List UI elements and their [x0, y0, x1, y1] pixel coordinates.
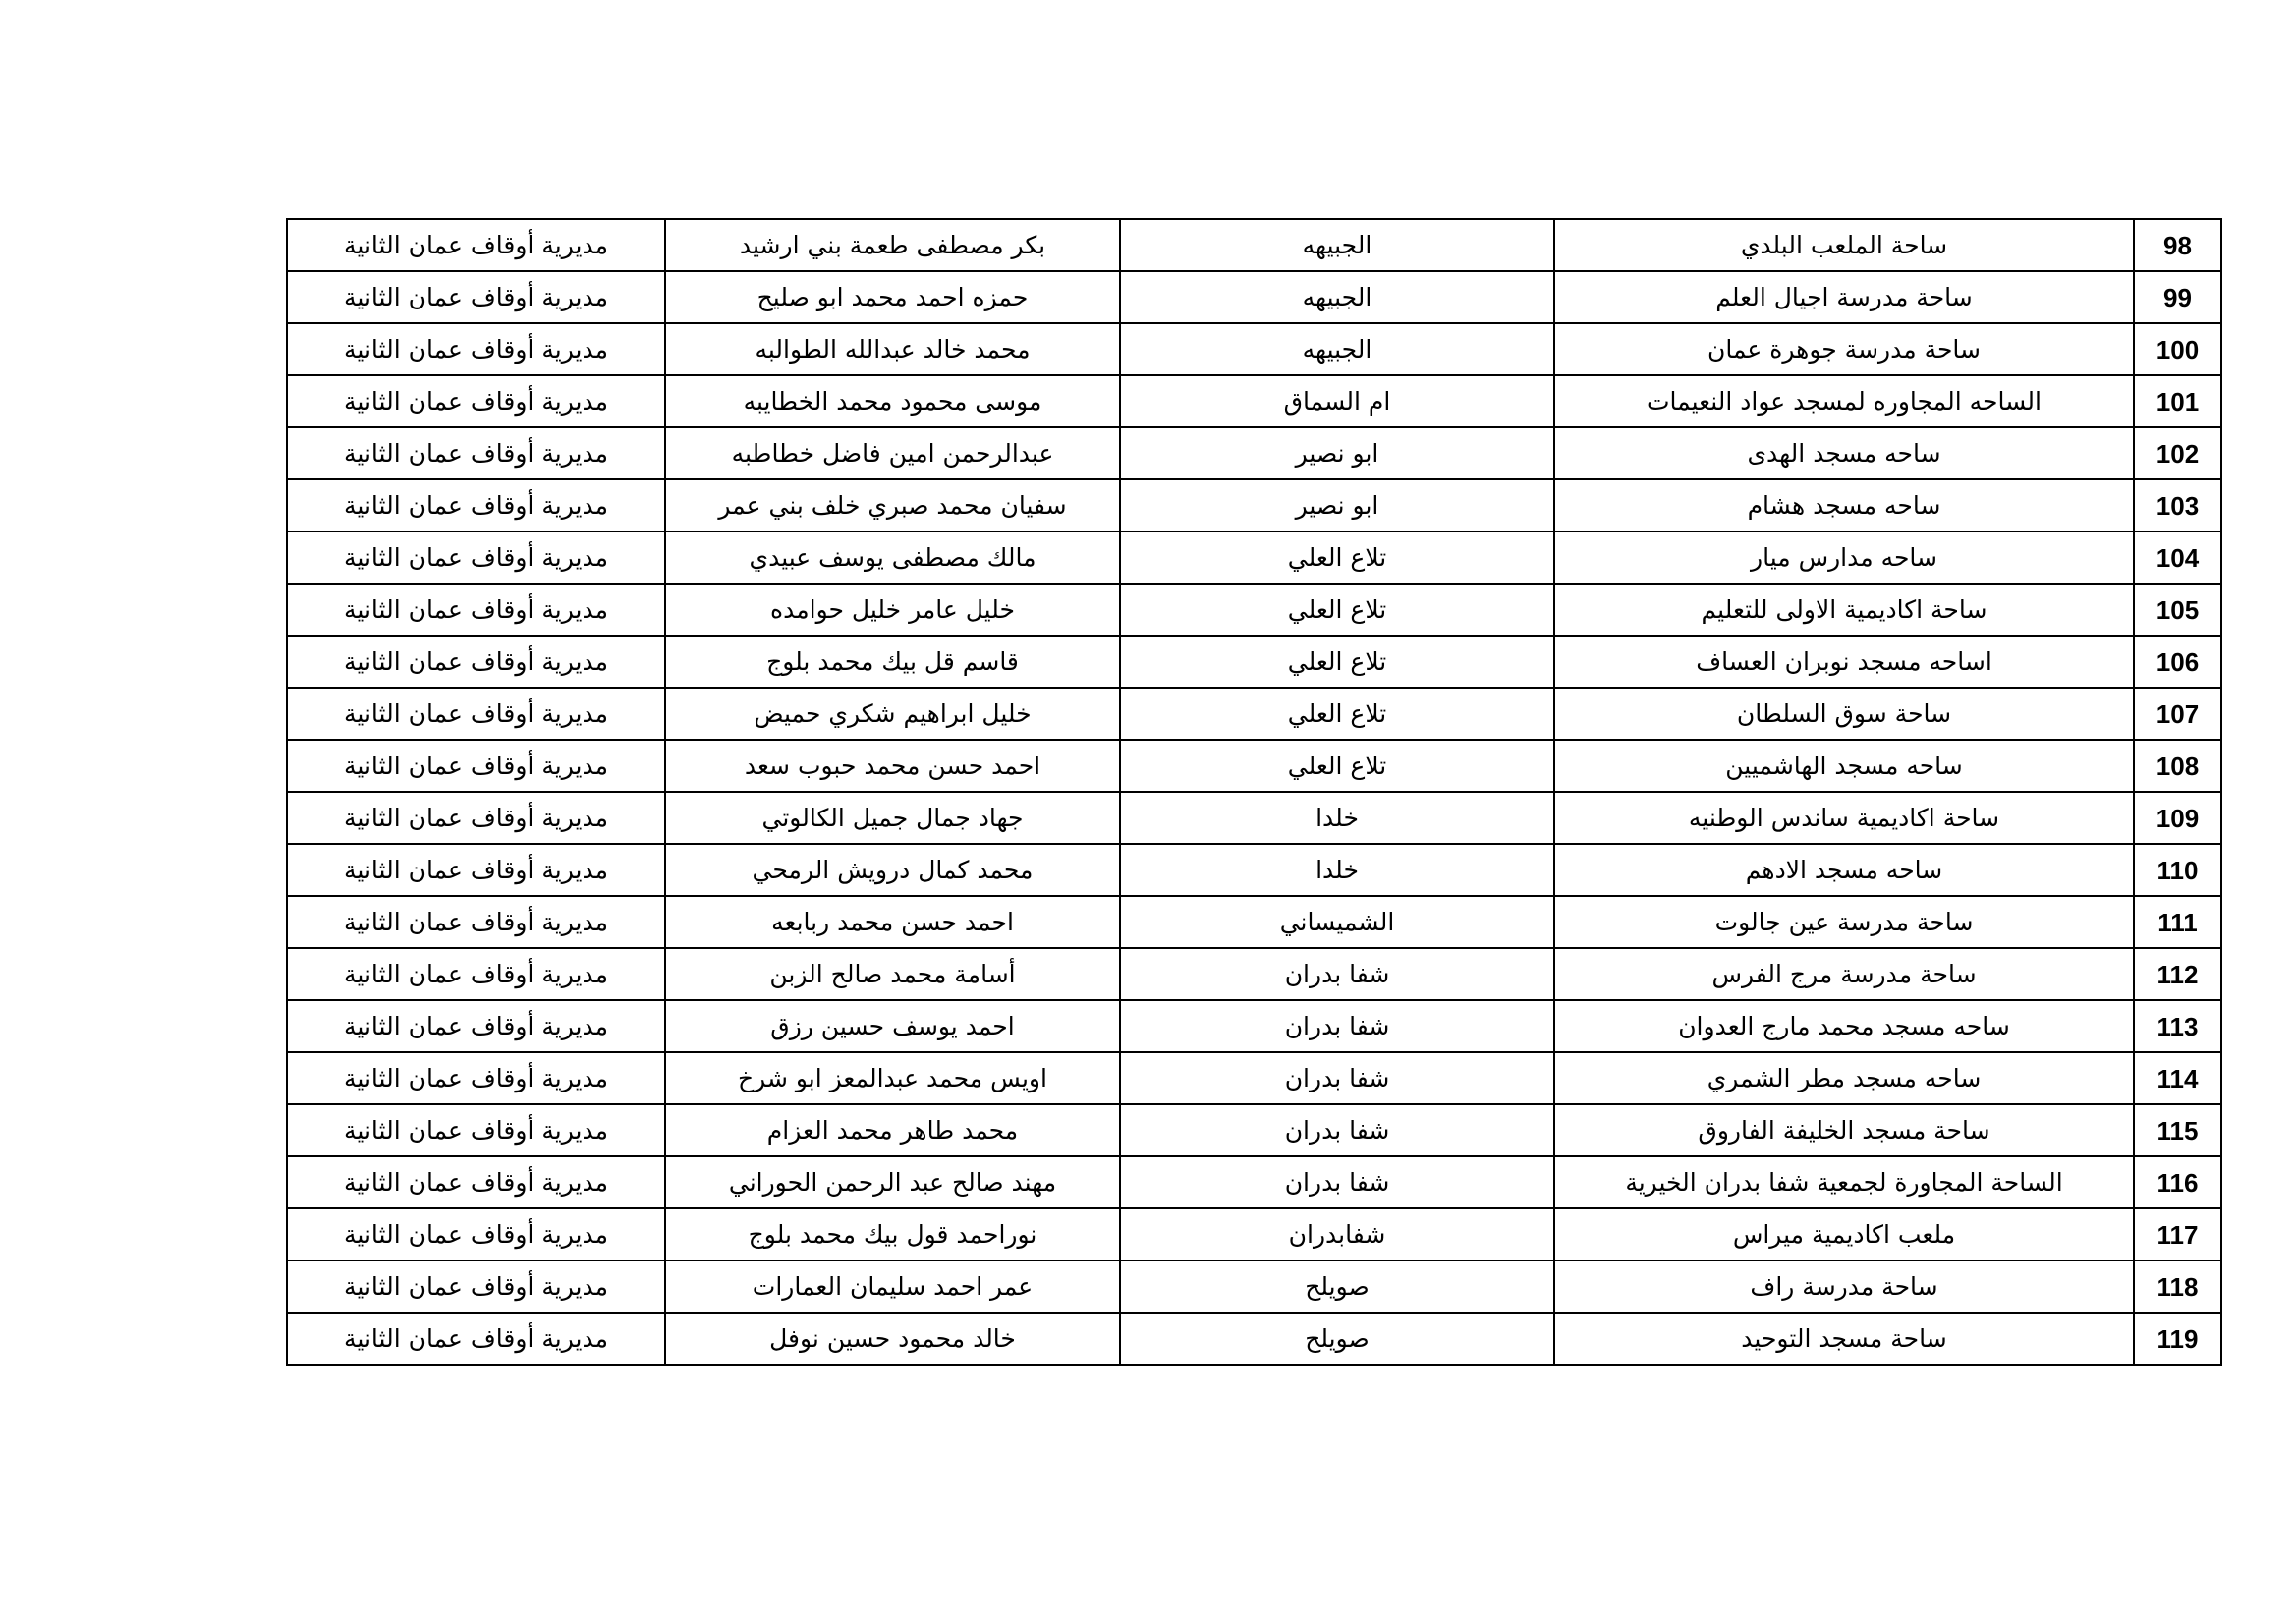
area-cell: خلدا — [1120, 792, 1554, 844]
location-cell: ساحة مدرسة مرج الفرس — [1554, 948, 2134, 1000]
location-cell: ساحه مدارس ميار — [1554, 532, 2134, 584]
person-name-cell: جهاد جمال جميل الكالوتي — [665, 792, 1120, 844]
area-cell: الجبيهه — [1120, 219, 1554, 271]
row-number-cell: 100 — [2134, 323, 2221, 375]
row-number-cell: 104 — [2134, 532, 2221, 584]
table-row — [287, 479, 2221, 532]
table-row — [287, 584, 2221, 636]
directorate-cell: مديرية أوقاف عمان الثانية — [287, 323, 665, 375]
row-number-cell: 115 — [2134, 1104, 2221, 1156]
location-cell: ساحه مسجد الهدى — [1554, 427, 2134, 479]
directorate-cell: مديرية أوقاف عمان الثانية — [287, 479, 665, 532]
location-cell: ساحة مدرسة جوهرة عمان — [1554, 323, 2134, 375]
person-name-cell: سفيان محمد صبري خلف بني عمر — [665, 479, 1120, 532]
row-number-cell: 118 — [2134, 1260, 2221, 1313]
location-cell: ساحة اكاديمية الاولى للتعليم — [1554, 584, 2134, 636]
area-cell: تلاع العلي — [1120, 532, 1554, 584]
area-cell: صويلح — [1120, 1313, 1554, 1365]
row-number-cell: 110 — [2134, 844, 2221, 896]
table-row — [287, 636, 2221, 688]
table-row — [287, 323, 2221, 375]
area-cell: شفا بدران — [1120, 948, 1554, 1000]
directorate-cell: مديرية أوقاف عمان الثانية — [287, 1313, 665, 1365]
table-row — [287, 427, 2221, 479]
directorate-cell: مديرية أوقاف عمان الثانية — [287, 1052, 665, 1104]
area-cell: تلاع العلي — [1120, 584, 1554, 636]
location-cell: ساحة مسجد الخليفة الفاروق — [1554, 1104, 2134, 1156]
row-number-cell: 112 — [2134, 948, 2221, 1000]
table-row — [287, 1260, 2221, 1313]
area-cell: ام السماق — [1120, 375, 1554, 427]
person-name-cell: بكر مصطفى طعمة بني ارشيد — [665, 219, 1120, 271]
table-row — [287, 740, 2221, 792]
area-cell: شفا بدران — [1120, 1000, 1554, 1052]
person-name-cell: محمد كمال درويش الرمحي — [665, 844, 1120, 896]
directorate-cell: مديرية أوقاف عمان الثانية — [287, 844, 665, 896]
directorate-cell: مديرية أوقاف عمان الثانية — [287, 896, 665, 948]
data-table — [286, 218, 2222, 1366]
directorate-cell: مديرية أوقاف عمان الثانية — [287, 688, 665, 740]
table-row — [287, 1156, 2221, 1208]
table-row — [287, 1052, 2221, 1104]
person-name-cell: قاسم قل بيك محمد بلوج — [665, 636, 1120, 688]
table-row — [287, 948, 2221, 1000]
person-name-cell: مالك مصطفى يوسف عبيدي — [665, 532, 1120, 584]
location-cell: ساحه مسجد الادهم — [1554, 844, 2134, 896]
person-name-cell: خليل ابراهيم شكري حميض — [665, 688, 1120, 740]
person-name-cell: حمزه احمد محمد ابو صليح — [665, 271, 1120, 323]
area-cell: ابو نصير — [1120, 479, 1554, 532]
directorate-cell: مديرية أوقاف عمان الثانية — [287, 532, 665, 584]
table-row — [287, 375, 2221, 427]
person-name-cell: محمد خالد عبدالله الطوالبه — [665, 323, 1120, 375]
area-cell: شفا بدران — [1120, 1052, 1554, 1104]
directorate-cell: مديرية أوقاف عمان الثانية — [287, 1156, 665, 1208]
location-cell: ساحة مسجد التوحيد — [1554, 1313, 2134, 1365]
table-row — [287, 896, 2221, 948]
row-number-cell: 114 — [2134, 1052, 2221, 1104]
area-cell: تلاع العلي — [1120, 636, 1554, 688]
person-name-cell: احمد حسن محمد ربابعه — [665, 896, 1120, 948]
directorate-cell: مديرية أوقاف عمان الثانية — [287, 792, 665, 844]
person-name-cell: محمد طاهر محمد العزام — [665, 1104, 1120, 1156]
person-name-cell: احمد يوسف حسين رزق — [665, 1000, 1120, 1052]
location-cell: ساحة سوق السلطان — [1554, 688, 2134, 740]
directorate-cell: مديرية أوقاف عمان الثانية — [287, 219, 665, 271]
area-cell: تلاع العلي — [1120, 740, 1554, 792]
row-number-cell: 109 — [2134, 792, 2221, 844]
table-row — [287, 1000, 2221, 1052]
area-cell: شفابدران — [1120, 1208, 1554, 1260]
person-name-cell: عبدالرحمن امين فاضل خطاطبه — [665, 427, 1120, 479]
person-name-cell: نوراحمد قول بيك محمد بلوج — [665, 1208, 1120, 1260]
directorate-cell: مديرية أوقاف عمان الثانية — [287, 636, 665, 688]
table-row — [287, 1208, 2221, 1260]
table-row — [287, 1313, 2221, 1365]
row-number-cell: 98 — [2134, 219, 2221, 271]
row-number-cell: 119 — [2134, 1313, 2221, 1365]
location-cell: الساحه المجاوره لمسجد عواد النعيمات — [1554, 375, 2134, 427]
person-name-cell: اويس محمد عبدالمعز ابو شرخ — [665, 1052, 1120, 1104]
row-number-cell: 101 — [2134, 375, 2221, 427]
location-cell: ساحه مسجد مطر الشمري — [1554, 1052, 2134, 1104]
location-cell: ساحه مسجد محمد مارج العدوان — [1554, 1000, 2134, 1052]
row-number-cell: 99 — [2134, 271, 2221, 323]
row-number-cell: 113 — [2134, 1000, 2221, 1052]
area-cell: الشميساني — [1120, 896, 1554, 948]
person-name-cell: خالد محمود حسين نوفل — [665, 1313, 1120, 1365]
table-row — [287, 219, 2221, 271]
row-number-cell: 108 — [2134, 740, 2221, 792]
row-number-cell: 116 — [2134, 1156, 2221, 1208]
location-cell: ساحه مسجد الهاشميين — [1554, 740, 2134, 792]
row-number-cell: 117 — [2134, 1208, 2221, 1260]
area-cell: خلدا — [1120, 844, 1554, 896]
area-cell: شفا بدران — [1120, 1156, 1554, 1208]
table-row — [287, 688, 2221, 740]
area-cell: ابو نصير — [1120, 427, 1554, 479]
directorate-cell: مديرية أوقاف عمان الثانية — [287, 740, 665, 792]
area-cell: الجبيهه — [1120, 271, 1554, 323]
location-cell: ساحة مدرسة اجيال العلم — [1554, 271, 2134, 323]
location-cell: ملعب اكاديمية ميراس — [1554, 1208, 2134, 1260]
directorate-cell: مديرية أوقاف عمان الثانية — [287, 427, 665, 479]
table-row — [287, 532, 2221, 584]
table-row — [287, 792, 2221, 844]
table-row — [287, 271, 2221, 323]
directorate-cell: مديرية أوقاف عمان الثانية — [287, 1000, 665, 1052]
area-cell: الجبيهه — [1120, 323, 1554, 375]
location-cell: ساحة اكاديمية ساندس الوطنيه — [1554, 792, 2134, 844]
location-cell: ساحة الملعب البلدي — [1554, 219, 2134, 271]
location-cell: ساحة مدرسة راف — [1554, 1260, 2134, 1313]
table-body — [287, 219, 2221, 1365]
location-cell: ساحة مدرسة عين جالوت — [1554, 896, 2134, 948]
area-cell: تلاع العلي — [1120, 688, 1554, 740]
directorate-cell: مديرية أوقاف عمان الثانية — [287, 1208, 665, 1260]
table-row — [287, 844, 2221, 896]
person-name-cell: مهند صالح عبد الرحمن الحوراني — [665, 1156, 1120, 1208]
directorate-cell: مديرية أوقاف عمان الثانية — [287, 1260, 665, 1313]
row-number-cell: 103 — [2134, 479, 2221, 532]
row-number-cell: 102 — [2134, 427, 2221, 479]
person-name-cell: أسامة محمد صالح الزبن — [665, 948, 1120, 1000]
table-row — [287, 1104, 2221, 1156]
directorate-cell: مديرية أوقاف عمان الثانية — [287, 948, 665, 1000]
row-number-cell: 105 — [2134, 584, 2221, 636]
person-name-cell: موسى محمود محمد الخطايبه — [665, 375, 1120, 427]
directorate-cell: مديرية أوقاف عمان الثانية — [287, 584, 665, 636]
area-cell: شفا بدران — [1120, 1104, 1554, 1156]
person-name-cell: عمر احمد سليمان العمارات — [665, 1260, 1120, 1313]
directorate-cell: مديرية أوقاف عمان الثانية — [287, 375, 665, 427]
directorate-cell: مديرية أوقاف عمان الثانية — [287, 1104, 665, 1156]
row-number-cell: 111 — [2134, 896, 2221, 948]
location-cell: ساحه مسجد هشام — [1554, 479, 2134, 532]
location-cell: اساحه مسجد نوبران العساف — [1554, 636, 2134, 688]
person-name-cell: احمد حسن محمد حبوب سعد — [665, 740, 1120, 792]
directorate-cell: مديرية أوقاف عمان الثانية — [287, 271, 665, 323]
location-cell: الساحة المجاورة لجمعية شفا بدران الخيرية — [1554, 1156, 2134, 1208]
row-number-cell: 106 — [2134, 636, 2221, 688]
area-cell: صويلح — [1120, 1260, 1554, 1313]
row-number-cell: 107 — [2134, 688, 2221, 740]
person-name-cell: خليل عامر خليل حوامده — [665, 584, 1120, 636]
